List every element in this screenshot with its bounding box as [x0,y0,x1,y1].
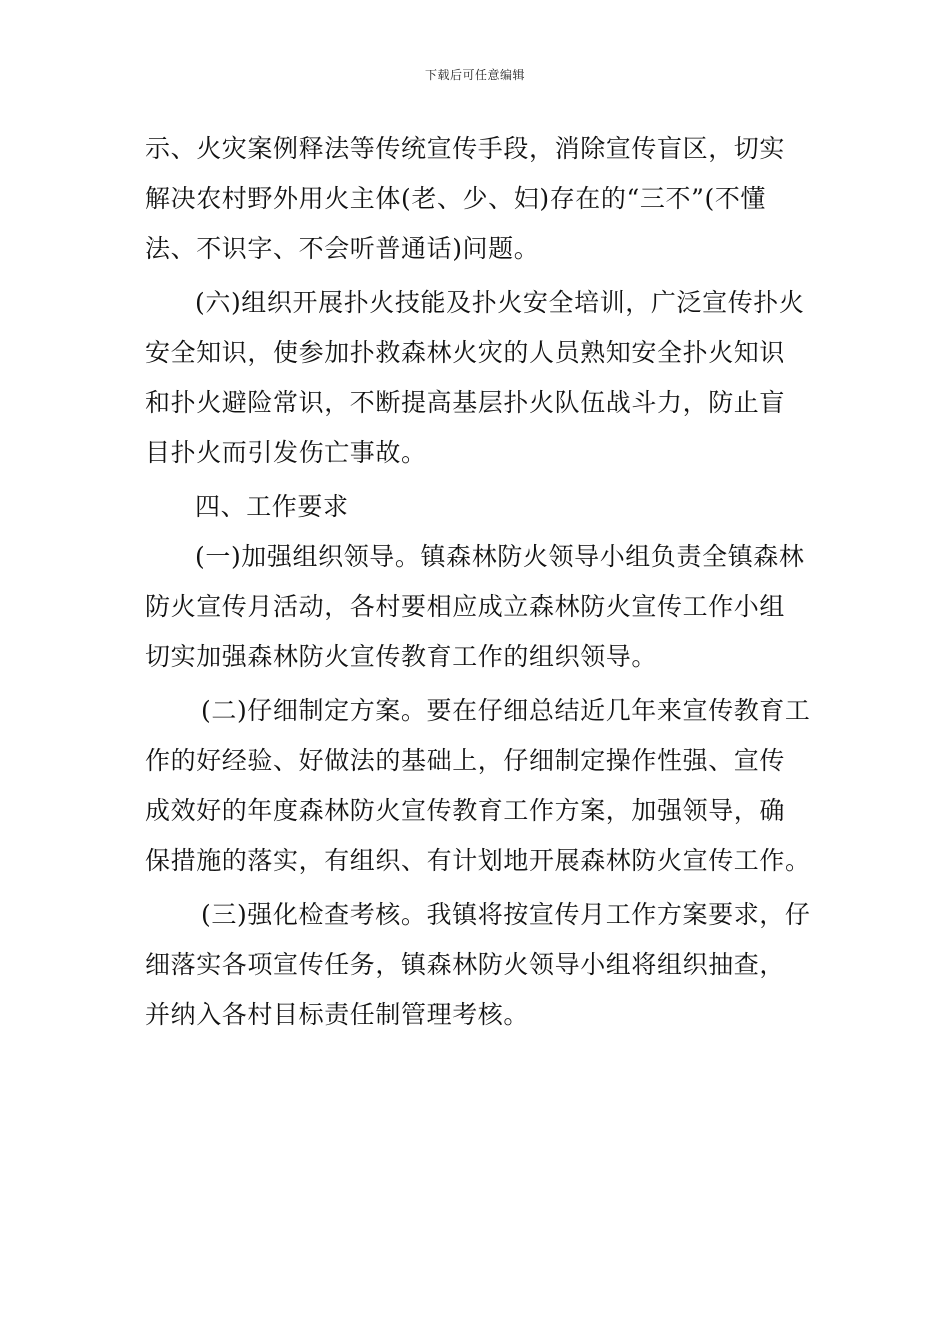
text-line: 防火宣传月活动，各村要相应成立森林防火宣传工作小组 [145,592,786,621]
text-line: 保措施的落实，有组织、有计划地开展森林防火宣传工作。 [145,846,811,875]
text-line: 成效好的年度森林防火宣传教育工作方案，加强领导，确 [145,796,786,825]
text-line: 安全知识，使参加扑救森林火灾的人员熟知安全扑火知识 [145,338,786,367]
document-body [145,124,810,1040]
header-note: 下载后可任意编辑 [424,68,525,82]
text-line: (三)强化检查考核。我镇将按宣传月工作方案要求，仔 [201,900,811,929]
text-line: (二)仔细制定方案。要在仔细总结近几年来宣传教育工 [201,696,811,725]
text-line: 和扑火避险常识，不断提高基层扑火队伍战斗力，防止盲 [145,388,786,417]
text-line: 细落实各项宣传任务，镇森林防火领导小组将组织抽查， [145,950,786,979]
text-line: (六)组织开展扑火技能及扑火安全培训，广泛宣传扑火 [195,288,805,317]
text-line: 并纳入各村目标责任制管理考核。 [145,1000,530,1029]
text-line: 作的好经验、好做法的基础上，仔细制定操作性强、宣传 [145,746,786,775]
text-line: 解决农村野外用火主体(老、少、妇)存在的“三不”(不懂 [145,184,767,213]
text-line: 切实加强森林防火宣传教育工作的组织领导。 [145,642,658,671]
text-line: 法、不识字、不会听普通话)问题。 [145,234,540,263]
section-heading: 四、工作要求 [195,492,349,521]
text-line: 示、火灾案例释法等传统宣传手段，消除宣传盲区，切实 [145,134,786,163]
text-line: (一)加强组织领导。镇森林防火领导小组负责全镇森林 [195,542,805,571]
text-line: 目扑火而引发伤亡事故。 [145,438,427,467]
